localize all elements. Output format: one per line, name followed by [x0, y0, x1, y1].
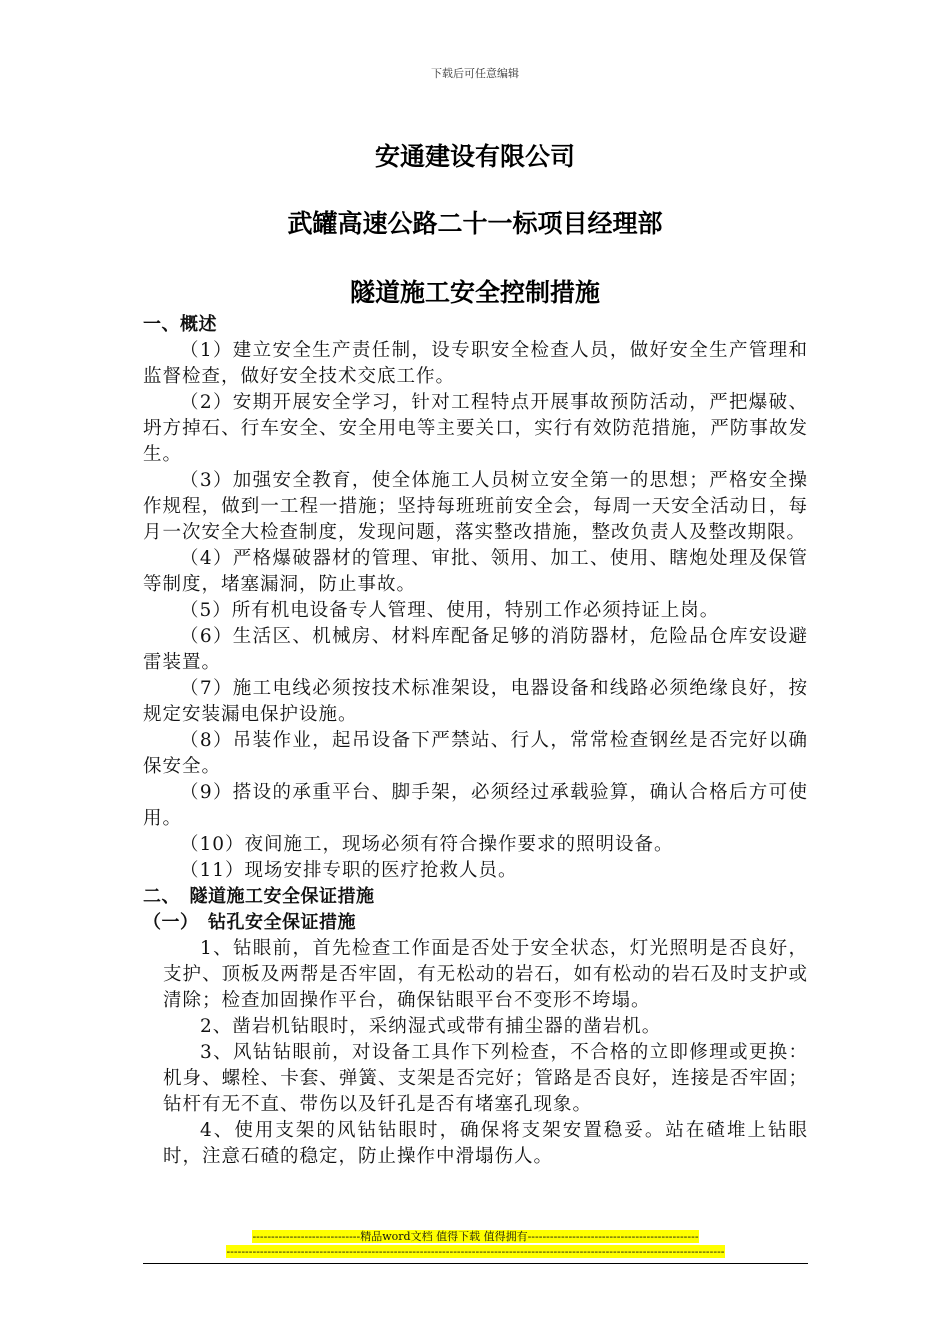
- paragraph: （2）安期开展安全学习，针对工程特点开展事故预防活动，严把爆破、坍方掉石、行车安全、安全用电等主要关口，实行有效防范措施，严防事故发生。: [143, 392, 808, 465]
- paragraph: 1、钻眼前，首先检查工作面是否处于安全状态，灯光照明是否良好，支护、顶板及两帮是否牢固，有无松动的岩石，如有松动的岩石及时支护或清除；检查加固操作平台，确保钻眼平台不变形不垮塌。: [163, 938, 808, 1011]
- paragraph: （8）吊装作业，起吊设备下严禁站、行人，常常检查钢丝是否完好以确保安全。: [143, 730, 808, 777]
- paragraph: （10）夜间施工，现场必须有符合操作要求的照明设备。: [180, 834, 674, 855]
- paragraph: （4）严格爆破器材的管理、审批、领用、加工、使用、瞎炮处理及保管等制度，堵塞漏洞，防止事故。: [143, 548, 808, 595]
- company-title: 安通建设有限公司: [374, 142, 575, 171]
- footer-banner-text: -----------------------------精品word文档 值得下载 值得拥有----------------------------------------------: [252, 1230, 699, 1243]
- paragraph: （9）搭设的承重平台、脚手架，必须经过承载验算，确认合格后方可使用。: [143, 782, 808, 829]
- footer-divider-text: --------------------------------------------------------------------------------------------------------------------------------------: [226, 1245, 725, 1258]
- footer-divider: [143, 1245, 808, 1259]
- paragraph: （7）施工电线必须按技术标准架设，电器设备和线路必须绝缘良好，按规定安装漏电保护设施。: [143, 678, 808, 725]
- paragraph: （5）所有机电设备专人管理、使用，特别工作必须持证上岗。: [180, 600, 720, 621]
- section-heading: 二、 隧道施工安全保证措施: [143, 886, 375, 907]
- subsection-heading: （一） 钻孔安全保证措施: [143, 912, 356, 933]
- section-heading: 一、概述: [143, 314, 217, 335]
- footer-rule: [143, 1263, 808, 1264]
- paragraph: （11）现场安排专职的医疗抢救人员。: [180, 860, 518, 881]
- paragraph: （3）加强安全教育，使全体施工人员树立安全第一的思想；严格安全操作规程，做到一工程一措施；坚持每班班前安全会，每周一天安全活动日，每月一次安全大检查制度，发现问题，落实整改措施，整改负责人及整改期限。: [143, 470, 808, 543]
- paragraph: 3、风钻钻眼前，对设备工具作下列检查，不合格的立即修理或更换：机身、螺栓、卡套、弹簧、支架是否完好；管路是否良好，连接是否牢固；钻杆有无不直、带伤以及钎孔是否有堵塞孔现象。: [163, 1042, 808, 1115]
- paragraph: 2、凿岩机钻眼时，采纳湿式或带有捕尘器的凿岩机。: [200, 1016, 662, 1037]
- project-title: 武罐高速公路二十一标项目经理部: [287, 209, 663, 238]
- header-note: 下载后可任意编辑: [431, 67, 519, 80]
- document-body: [143, 312, 808, 1170]
- paragraph: （6）生活区、机械房、材料库配备足够的消防器材，危险品仓库安设避雷装置。: [143, 626, 808, 673]
- paragraph: 4、使用支架的风钻钻眼时，确保将支架安置稳妥。站在碴堆上钻眼时，注意石碴的稳定，防止操作中滑塌伤人。: [163, 1120, 808, 1167]
- document-title: 隧道施工安全控制措施: [349, 278, 600, 307]
- paragraph: （1）建立安全生产责任制，设专职安全检查人员，做好安全生产管理和监督检查，做好安全技术交底工作。: [143, 340, 808, 387]
- footer-banner: [143, 1230, 808, 1244]
